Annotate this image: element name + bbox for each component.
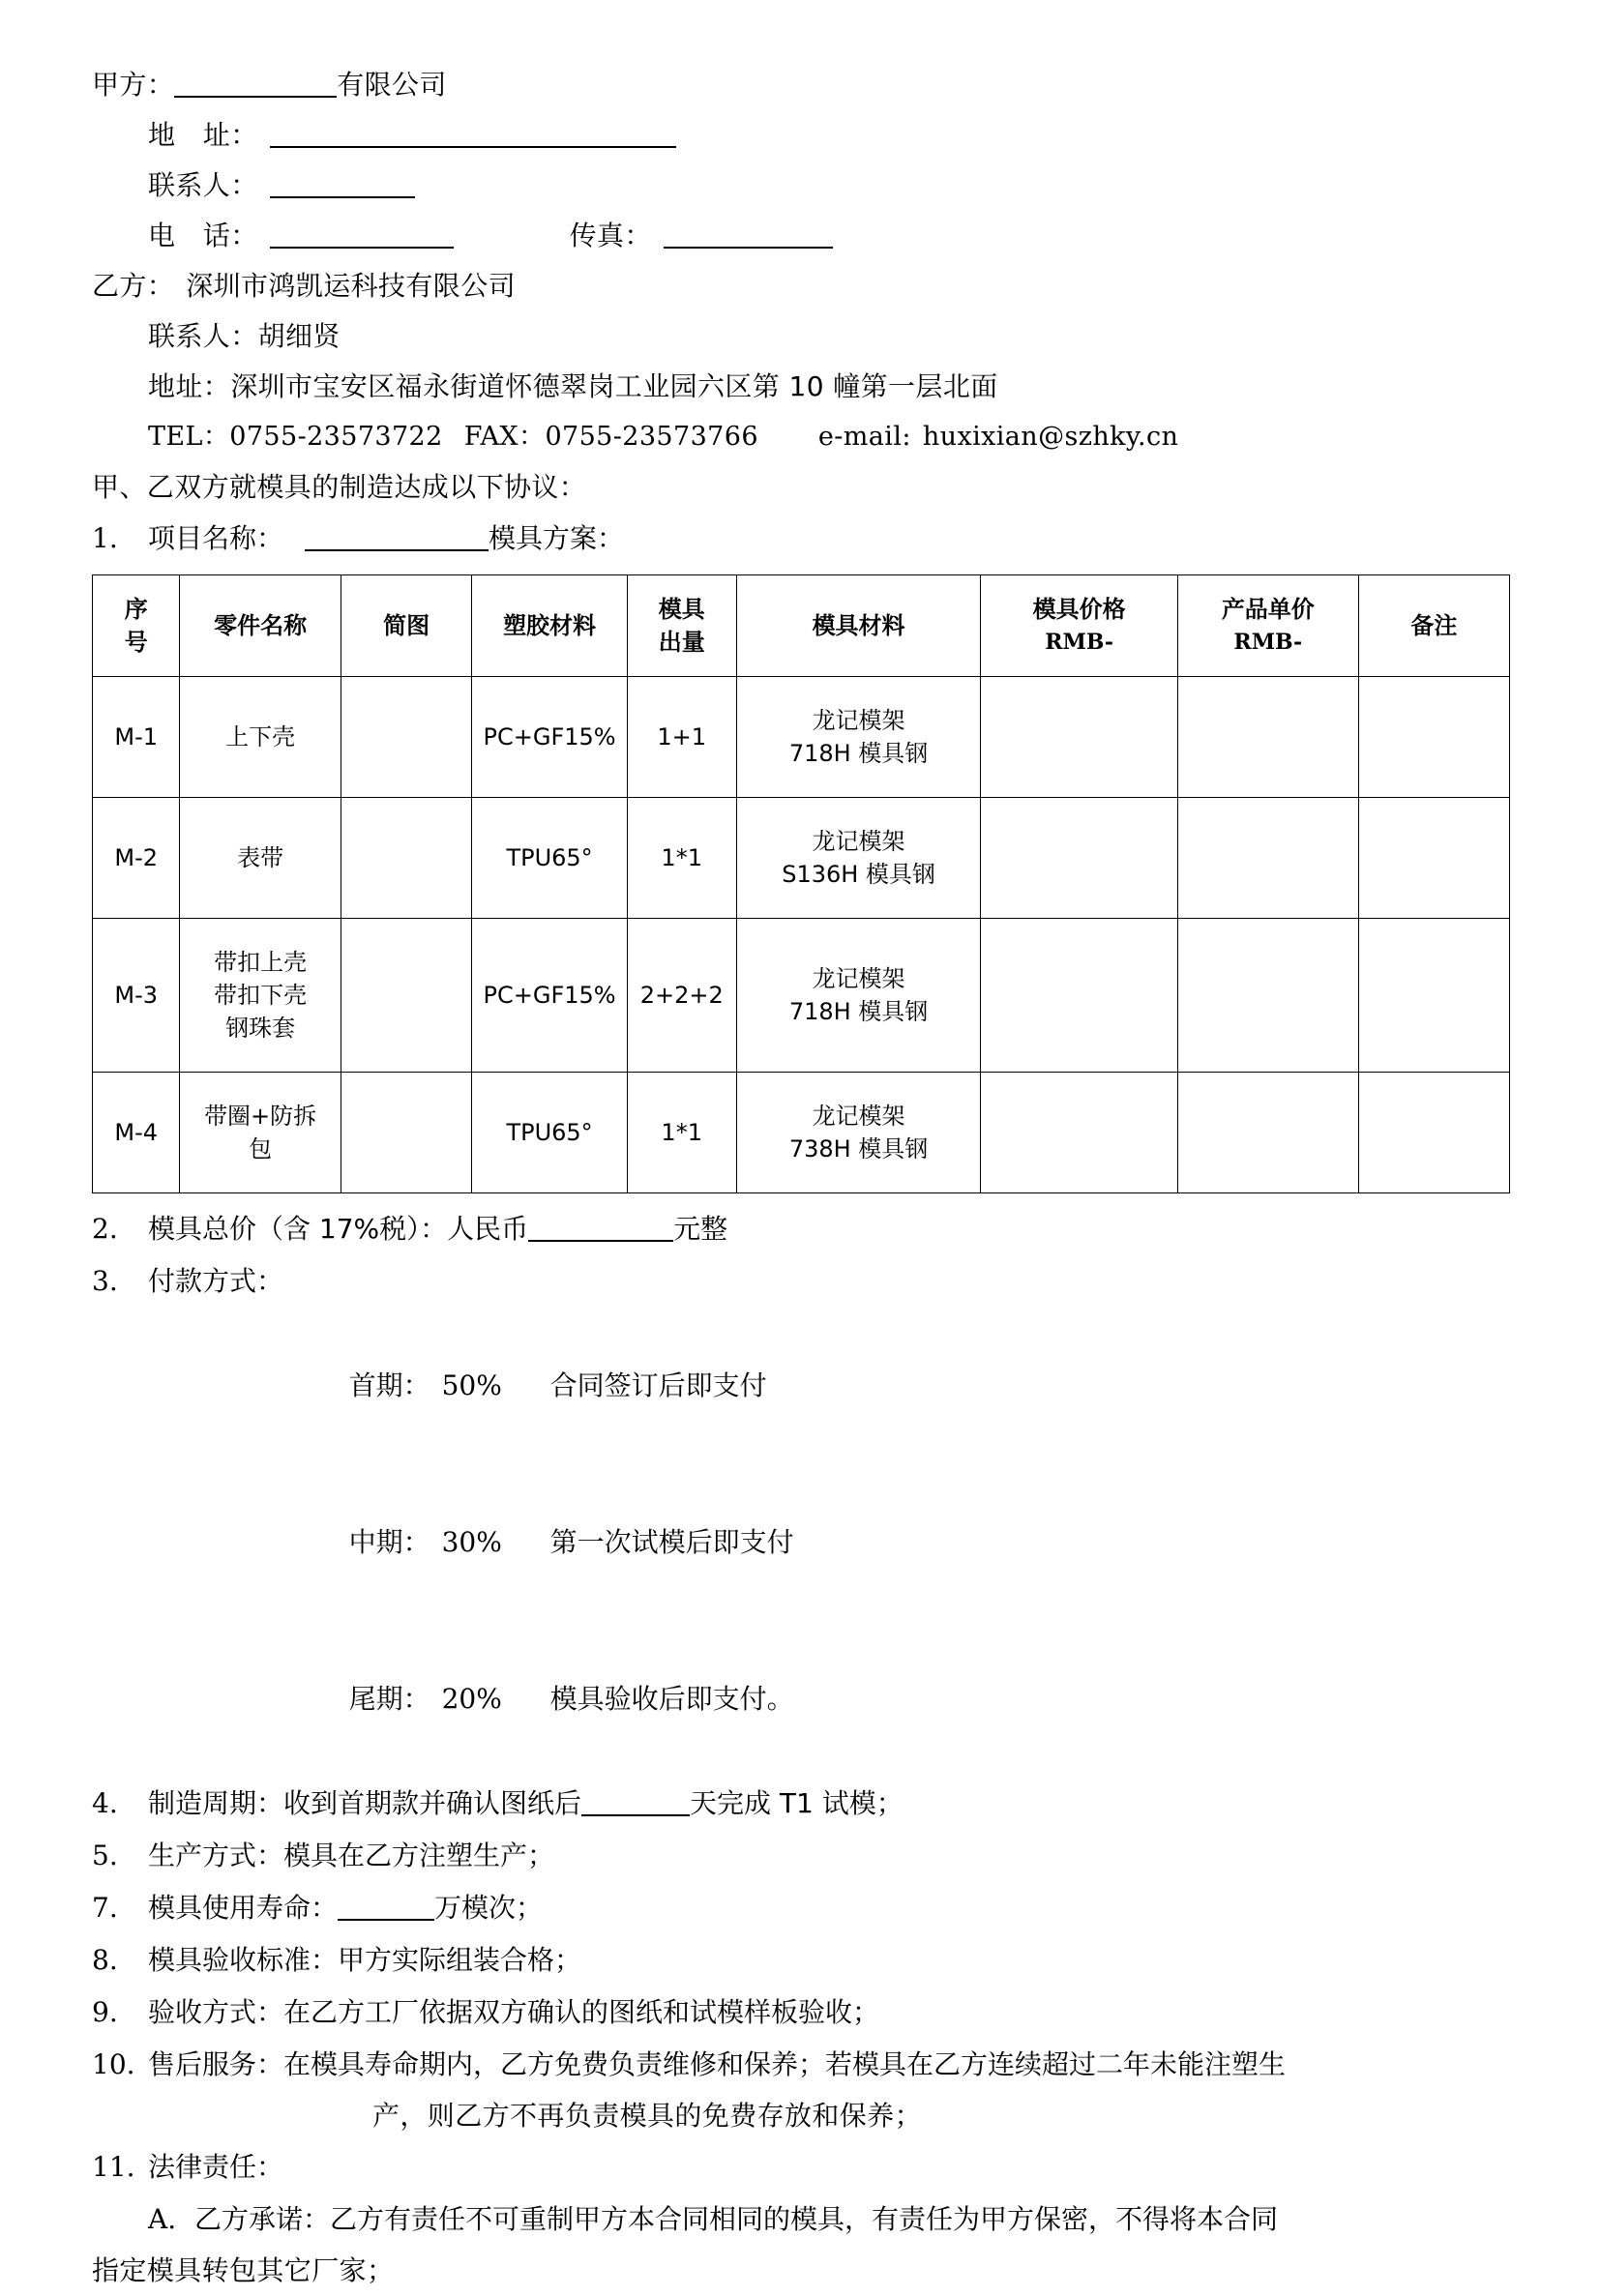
cell-unit-price[interactable] <box>1177 1073 1358 1193</box>
party-a-phone-line <box>92 211 1513 261</box>
cell-remark[interactable] <box>1358 919 1509 1073</box>
party-b-tel: 0755-23573722 <box>229 422 443 452</box>
lead-time-blank[interactable] <box>581 1789 690 1816</box>
item-4-prefix: 制造周期：收到首期款并确认图纸后 <box>148 1787 582 1819</box>
item-7-prefix: 模具使用寿命： <box>148 1892 339 1924</box>
party-b-contact-name: 胡细贤 <box>257 320 341 352</box>
cell-serial: M-1 <box>93 677 180 798</box>
item-1-body <box>148 513 1513 565</box>
payment-desc-mid: 第一次试模后即支付 <box>549 1526 794 1558</box>
col-header-part-name: 零件名称 <box>180 575 341 677</box>
list-item-10 <box>92 2039 1513 2091</box>
item-2-body <box>148 1203 1513 1255</box>
party-a-suffix: 有限公司 <box>337 69 447 101</box>
cell-cavity-count: 1*1 <box>627 798 736 919</box>
list-item-9 <box>92 1987 1513 2039</box>
cell-cavity-count: 2+2+2 <box>627 919 736 1073</box>
list-item-5 <box>92 1830 1513 1882</box>
col-header-remark: 备注 <box>1358 575 1509 677</box>
party-a-contact-label: 联系人： <box>148 169 258 201</box>
cell-remark[interactable] <box>1358 1073 1509 1193</box>
item-a-number: A. <box>148 2203 177 2235</box>
cell-mold-price[interactable] <box>981 919 1177 1073</box>
payment-label-mid: 中期： <box>348 1526 430 1558</box>
item-5-body: 生产方式：模具在乙方注塑生产； <box>148 1840 555 1871</box>
col-header-mold-material: 模具材料 <box>736 575 981 677</box>
item-5-number: 5. <box>92 1840 118 1871</box>
payment-pct-mid: 30% <box>441 1526 502 1558</box>
col-header-serial: 序 号 <box>93 575 180 677</box>
item-7-suffix: 万模次； <box>434 1892 544 1924</box>
item-4-number: 4. <box>92 1787 118 1819</box>
item-8-number: 8. <box>92 1944 118 1976</box>
item-4-body <box>148 1778 1513 1830</box>
cell-mold-material: 龙记模架 718H 模具钢 <box>736 677 981 798</box>
item-3-number: 3. <box>92 1265 118 1297</box>
cell-cavity-count: 1*1 <box>627 1073 736 1193</box>
col-header-sketch: 简图 <box>341 575 472 677</box>
cell-mold-price[interactable] <box>981 798 1177 919</box>
cell-mold-price[interactable] <box>981 677 1177 798</box>
table-row <box>93 677 1510 798</box>
party-a-address-blank[interactable] <box>270 121 676 148</box>
party-b-contactinfo-line <box>92 412 1513 462</box>
cell-mold-material: 龙记模架 738H 模具钢 <box>736 1073 981 1193</box>
cell-unit-price[interactable] <box>1177 798 1358 919</box>
cell-serial: M-2 <box>93 798 180 919</box>
item-11-body: 法律责任： <box>148 2151 284 2183</box>
party-b-tel-label: TEL： <box>148 422 230 452</box>
party-b-company: 深圳市鸿凯运科技有限公司 <box>186 270 517 302</box>
list-item-2 <box>92 1203 1513 1255</box>
item-1-suffix: 模具方案： <box>489 522 625 554</box>
col-header-plastic-material: 塑胶材料 <box>472 575 627 677</box>
cell-serial: M-4 <box>93 1073 180 1193</box>
payment-pct-final: 20% <box>441 1683 502 1715</box>
party-b-address-label: 地址： <box>148 370 231 402</box>
payment-row-mid <box>92 1464 1513 1621</box>
cell-plastic-material: PC+GF15% <box>472 677 627 798</box>
item-11-number: 11. <box>92 2151 135 2183</box>
item-2-prefix: 模具总价（含 17%税）：人民币 <box>148 1213 529 1245</box>
list-item-7 <box>92 1882 1513 1934</box>
payment-row-first <box>92 1308 1513 1464</box>
item-4-suffix: 天完成 T1 试模； <box>690 1787 904 1819</box>
cell-part-name: 带圈+防拆 包 <box>180 1073 341 1193</box>
party-a-contact-line <box>92 161 1513 211</box>
cell-remark[interactable] <box>1358 677 1509 798</box>
party-a-name-blank[interactable] <box>174 71 337 98</box>
party-a-contact-blank[interactable] <box>270 171 415 198</box>
party-a-address-label: 地 址： <box>148 119 258 151</box>
list-item-11 <box>92 2141 1513 2193</box>
cell-plastic-material: TPU65° <box>472 798 627 919</box>
party-b-fax-label: FAX： <box>463 422 546 452</box>
party-b-fax: 0755-23573766 <box>545 422 758 452</box>
party-b-email-label: e-mail: <box>817 422 911 452</box>
cell-sketch[interactable] <box>341 1073 472 1193</box>
item-7-body <box>148 1882 1513 1934</box>
party-a-label: 甲方： <box>92 69 175 101</box>
item-9-body: 验收方式：在乙方工厂依据双方确认的图纸和试模样板验收； <box>148 1996 880 2028</box>
cell-mold-price[interactable] <box>981 1073 1177 1193</box>
party-a-fax-label: 传真： <box>569 220 652 251</box>
payment-pct-first: 50% <box>441 1369 502 1401</box>
payment-label-first: 首期： <box>348 1369 430 1401</box>
col-header-unit-price: 产品单价 RMB- <box>1177 575 1358 677</box>
party-b-address: 深圳市宝安区福永街道怀德翠岗工业园六区第 10 幢第一层北面 <box>230 370 998 402</box>
item-8-body: 模具验收标准：甲方实际组装合格； <box>148 1944 582 1976</box>
list-item-1 <box>92 513 1513 565</box>
mold-life-blank[interactable] <box>338 1894 434 1921</box>
cell-sketch[interactable] <box>341 798 472 919</box>
item-a-body-line2: 指定模具转包其它厂家； <box>92 2254 395 2286</box>
party-b-line <box>92 261 1513 311</box>
cell-unit-price[interactable] <box>1177 677 1358 798</box>
item-10-body-line1: 售后服务：在模具寿命期内，乙方免费负责维修和保养；若模具在乙方连续超过二年未能注塑生 <box>148 2048 1287 2080</box>
item-2-number: 2. <box>92 1213 118 1245</box>
cell-remark[interactable] <box>1358 798 1509 919</box>
cell-part-name: 带扣上壳 带扣下壳 钢珠套 <box>180 919 341 1073</box>
col-header-cavity-count: 模具 出量 <box>627 575 736 677</box>
item-10-body-line2: 产，则乙方不再负责模具的免费存放和保养； <box>372 2100 923 2132</box>
cell-part-name: 上下壳 <box>180 677 341 798</box>
table-header-row <box>93 575 1510 677</box>
item-7-number: 7. <box>92 1892 118 1924</box>
item-a-body-line1: 乙方承诺：乙方有责任不可重制甲方本合同相同的模具，有责任为甲方保密，不得将本合同 <box>194 2203 1279 2235</box>
cell-mold-material: 龙记模架 S136H 模具钢 <box>736 798 981 919</box>
party-a-phone-label: 电 话： <box>148 220 258 251</box>
cell-plastic-material: PC+GF15% <box>472 919 627 1073</box>
cell-cavity-count: 1+1 <box>627 677 736 798</box>
project-name-blank[interactable] <box>305 524 489 551</box>
list-item-3 <box>92 1255 1513 1308</box>
table-row <box>93 798 1510 919</box>
item-1-number: 1. <box>92 522 118 554</box>
list-item-a <box>92 2193 1513 2246</box>
cell-sketch[interactable] <box>341 919 472 1073</box>
item-2-suffix: 元整 <box>673 1213 728 1245</box>
party-b-address-line <box>92 362 1513 412</box>
cell-plastic-material: TPU65° <box>472 1073 627 1193</box>
table-row <box>93 919 1510 1073</box>
party-a-address-line <box>92 110 1513 161</box>
item-10-number: 10. <box>92 2048 135 2080</box>
payment-row-final <box>92 1621 1513 1778</box>
list-item-4 <box>92 1778 1513 1830</box>
list-item-8 <box>92 1934 1513 1987</box>
party-b-contact-line <box>92 311 1513 362</box>
item-3-body: 付款方式： <box>148 1265 284 1297</box>
party-b-contact-label: 联系人： <box>148 320 258 352</box>
col-header-mold-price: 模具价格 RMB- <box>981 575 1177 677</box>
party-b-label: 乙方： <box>92 270 175 302</box>
item-1-prefix: 项目名称： <box>148 522 284 554</box>
preamble: 甲、乙双方就模具的制造达成以下协议： <box>92 471 587 503</box>
cell-part-name: 表带 <box>180 798 341 919</box>
total-price-blank[interactable] <box>528 1215 673 1242</box>
table-row <box>93 1073 1510 1193</box>
payment-label-final: 尾期： <box>348 1683 430 1715</box>
party-a-fax-blank[interactable] <box>664 221 833 249</box>
party-a-phone-blank[interactable] <box>270 221 454 249</box>
cell-unit-price[interactable] <box>1177 919 1358 1073</box>
party-a-line <box>92 60 1513 110</box>
payment-desc-final: 模具验收后即支付。 <box>549 1683 794 1715</box>
cell-sketch[interactable] <box>341 677 472 798</box>
party-b-email: huxixian@szhky.cn <box>922 422 1179 452</box>
item-9-number: 9. <box>92 1996 118 2028</box>
cell-mold-material: 龙记模架 718H 模具钢 <box>736 919 981 1073</box>
cell-serial: M-3 <box>93 919 180 1073</box>
payment-desc-first: 合同签订后即支付 <box>549 1369 767 1401</box>
mold-spec-table <box>92 574 1510 1193</box>
